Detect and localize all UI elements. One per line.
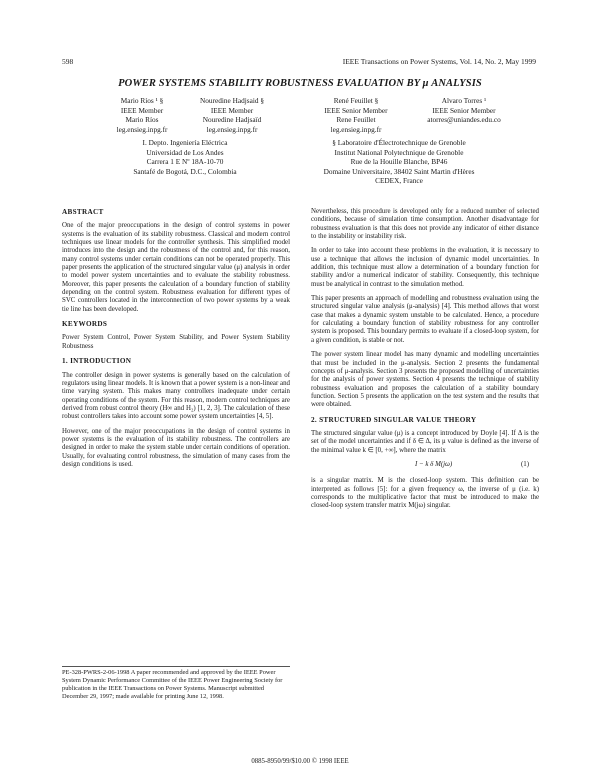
right-column — [311, 208, 539, 517]
equation-1 — [311, 461, 539, 469]
affiliation-line: Rue de la Houille Blanche, BP46 — [350, 157, 448, 167]
author-name: Mario Ríos ¹ § — [120, 96, 164, 105]
copyright-footer: 0885-8950/99/$10.00 © 1998 IEEE — [251, 758, 349, 765]
author-email: leg.ensieg.inpg.fr — [330, 124, 382, 134]
keywords-heading: KEYWORDS — [62, 320, 108, 329]
intro-paragraph-2: However, one of the major preoccupations in the design of control systems in power systems is the evaluation of its stability robustness. The controllers are designed in order to make the system stable under certain conditions of operation. Usually, for evaluating control robustness, the simulation of many cases from the design conditions is used. — [62, 427, 290, 468]
author-role: IEEE Member — [210, 105, 254, 115]
affiliation-line: Universidad de Los Andes — [146, 147, 224, 157]
equation-number: (1) — [520, 460, 529, 468]
intro-paragraph-1: The controller design in power systems is generally based on the calculation of regulators using linear models. It is known that a power system is a non-linear and time varying system. This makes many controllers inadequate under certain operating conditions of the system. For this reason, modern control techniques are derived from robust control theory (H∞ and H₂) [1, 2, 3]. The calculation of these robust controllers takes into account some power system uncertainties [4, 5]. — [62, 371, 290, 421]
affiliation-line: § Laboratoire d'Électrotechnique de Grenoble — [332, 138, 466, 147]
journal-header: IEEE Transactions on Power Systems, Vol. 14, No. 2, May 1999 — [342, 57, 536, 66]
equation-expression: I − k δ M(jω) — [415, 460, 453, 468]
affiliation-line: Santafé de Bogotá, D.C., Colombia — [133, 166, 237, 176]
paragraph: The power system linear model has many dynamic and modelling uncertainties that must be included in the μ-analysis. Section 2 presents the fundamental concepts of μ-analysis. Section 3 presents the proposed modelling of uncertainties for the analysis of power systems. Section 4 presents the technique of stability robustness evaluation and proposes the calculation of a stability boundary function. Section 5 presents the application on the test system and the results that were obtained. — [311, 351, 539, 409]
footnote: PE-328-PWRS-2-06-1998 A paper recommended and approved by the IEEE Power System Dynamic Performance Committee of the IEEE Power Engineering Society for publication in the IEEE Transactions on Power Systems. Manuscript submitted December 29, 1997; made available for printing June 12, 1998. — [62, 666, 290, 701]
author-email: leg.ensieg.inpg.fr — [116, 124, 168, 134]
affiliation-line: Carrera 1 E Nº 18A-10-70 — [146, 157, 224, 167]
author-block-3 — [296, 96, 416, 134]
section-2-heading: 2. STRUCTURED SINGULAR VALUE THEORY — [311, 415, 477, 424]
abstract-text: One of the major preoccupations in the design of control systems in power systems is the evaluation of its stability robustness. Classical and modern control techniques use linear models for the controller synthesis. This simplified model introduces into the design and the robustness of the control and, for this reason, many control systems under certain conditions can not be operated properly. This paper presents the application of the structured singular value (μ) analysis in order to model power system uncertainties and to evaluate the stability robustness. Moreover, this paper presents the calculation of a boundary function of stability depending on the control system. Robustness evaluation for different types of SVC controllers located in the interconnection of two power systems by a weak tie line has been developed. — [62, 222, 290, 313]
page-number: 598 — [62, 57, 74, 66]
author-extra: Rene Feuillet — [336, 115, 376, 125]
affiliation-line: Domaine Universitaire, 38402 Saint Martin d'Hères — [323, 166, 475, 176]
abstract-heading: ABSTRACT — [62, 208, 104, 216]
author-block-2 — [172, 96, 292, 134]
paragraph: This paper presents an approach of modelling and robustness evaluation using the structured singular value analysis (μ-analysis) [4]. This method allows that worst case that makes a dynamic system unstable to be calculated. Hence, a procedure for calculating a boundary function of stability robustness for any controller system is proposed. This boundary permits to evaluate if a closed-loop system, for a given condition, is stable or not. — [311, 295, 539, 344]
paragraph: In order to take into account these problems in the evaluation, it is necessary to use a technique that allows the inclusion of dynamic model uncertainties. In addition, this technique must allow a determination of a boundary function for stability and/or a numerical indicator of stability. Consequently, this technique must be analytical in contrast to the simulation method. — [311, 247, 539, 288]
author-name: Alvaro Torres ¹ — [441, 96, 487, 105]
affiliation-colombia — [110, 138, 260, 176]
author-block-4 — [404, 96, 524, 125]
paper-title: POWER SYSTEMS STABILITY ROBUSTNESS EVALUATION BY μ ANALYSIS — [118, 78, 482, 89]
keywords-text: Power System Control, Power System Stability, and Power System Stability Robustness — [62, 334, 290, 350]
author-extra: atorres@uniandes.edu.co — [427, 115, 501, 125]
author-extra: Mario Ríos — [125, 115, 159, 125]
affiliation-line: CEDEX, France — [375, 176, 423, 186]
author-name: Nouredine Hadjsaid § — [199, 96, 265, 105]
affiliation-france — [294, 138, 504, 186]
introduction-heading: 1. INTRODUCTION — [62, 357, 132, 366]
paragraph: The structured singular value (μ) is a concept introduced by Doyle [4]. If Δ is the set of the model uncertainties and if δ ∈ Δ, its μ value is defined as the inverse of the minimal value k ∈ [0, +∞], where the matrix — [311, 429, 539, 454]
affiliation-line: Institut National Polytechnique de Grenoble — [334, 147, 464, 157]
paragraph: Nevertheless, this procedure is developed only for a reduced number of selected conditions, because of simulation time consumption. Another disadvantage for robustness evaluation is that this does not provide any indicator of either distance to the instability or instability risk. — [311, 208, 539, 241]
author-role: IEEE Senior Member — [432, 105, 496, 115]
author-role: IEEE Member — [120, 105, 164, 115]
author-email: leg.ensieg.inpg.fr — [206, 124, 258, 134]
author-name: René Feuillet § — [333, 96, 379, 105]
paragraph: is a singular matrix. M is the closed-loop system. This definition can be interpreted as follows [5]: for a given frequency ω, the inverse of μ (i.e. k) corresponds to the multiplicative factor that must be introduced to make the closed-loop system transfer matrix M(jω) singular. — [311, 477, 539, 510]
author-role: IEEE Senior Member — [324, 105, 388, 115]
affiliation-line: I. Depto. Ingeniería Eléctrica — [142, 138, 228, 147]
left-column — [62, 208, 290, 475]
author-extra: Nouredine Hadjsaïd — [202, 115, 262, 125]
